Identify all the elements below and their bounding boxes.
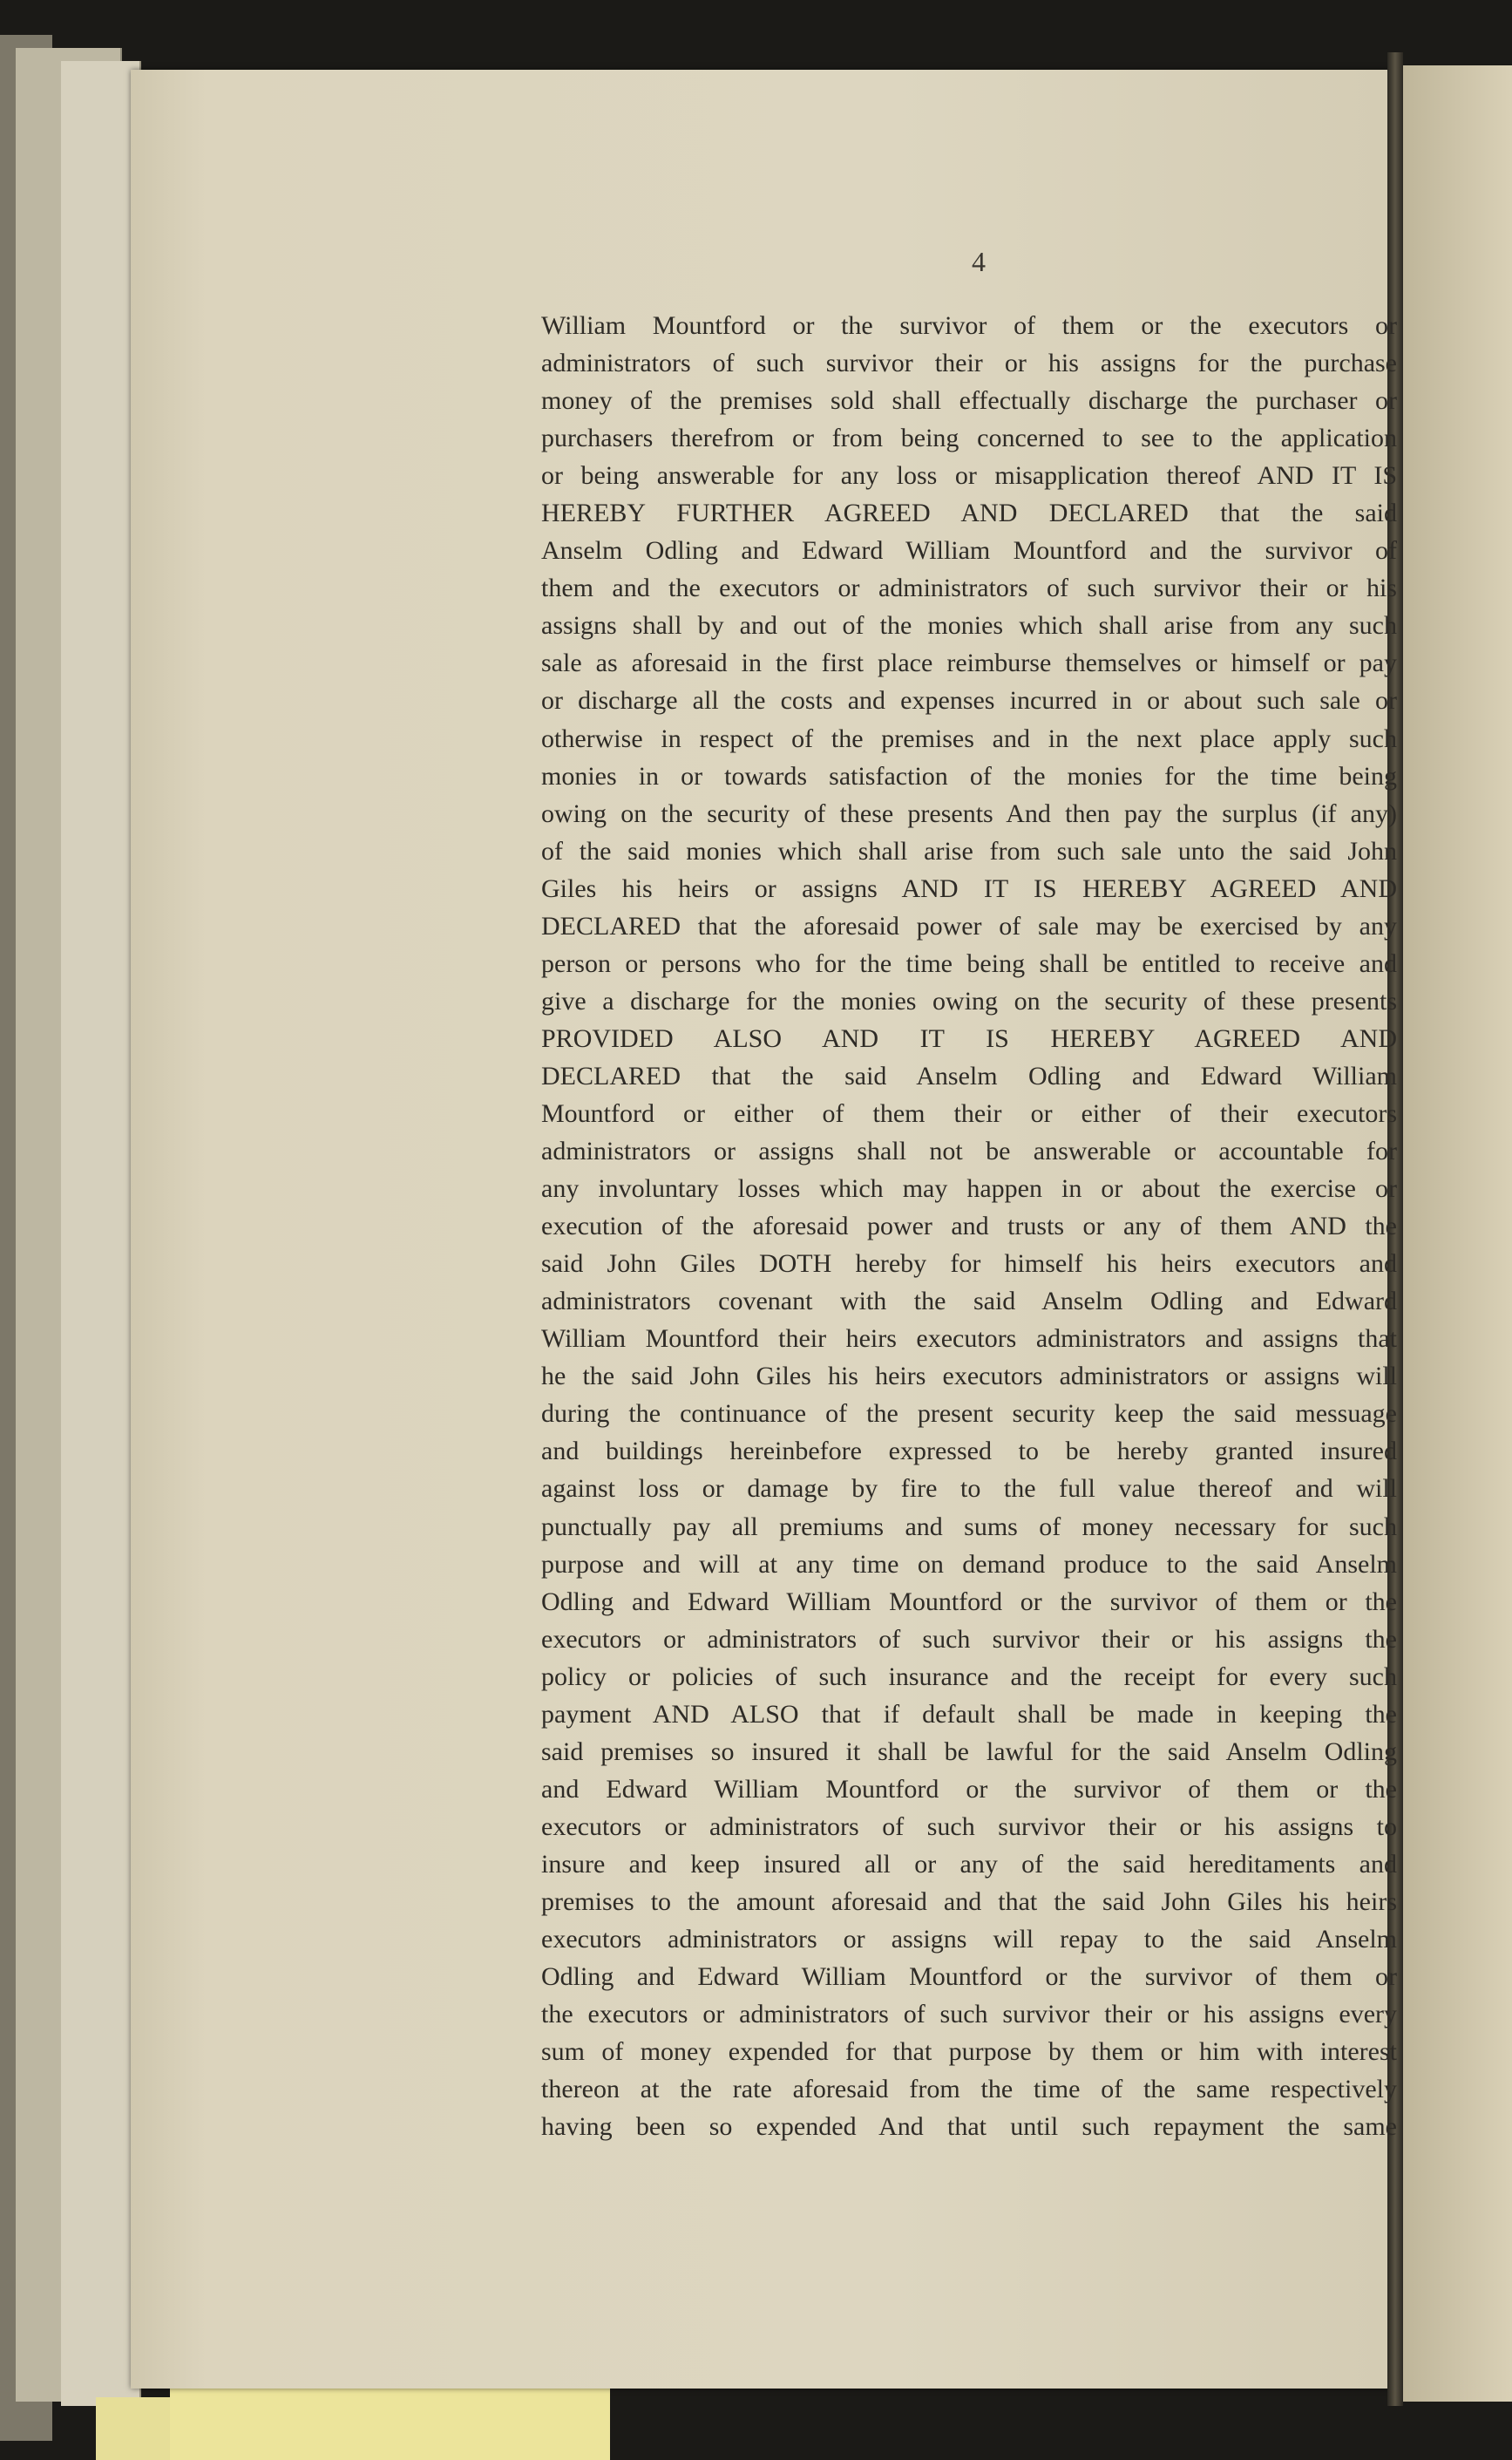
text-line: sale as aforesaid in the first place reimburse themselves or himself or pay <box>541 649 1397 678</box>
text-line: and buildings hereinbefore expressed to be hereby granted insured <box>541 1437 1397 1466</box>
text-line: policy or policies of such insurance and the receipt for every such <box>541 1662 1397 1691</box>
text-line: the executors or administrators of such survivor their or his assigns every <box>541 2000 1397 2029</box>
text-line: Giles his heirs or assigns AND IT IS HEREBY AGREED AND <box>541 873 1397 903</box>
text-line: executors or administrators of such survivor their or his assigns to <box>541 1811 1397 1841</box>
text-line: purchasers therefrom or from being concerned to see to the application <box>541 424 1397 453</box>
text-line: Odling and Edward William Mountford or the survivor of them or <box>541 1962 1397 1992</box>
text-line: Mountford or either of them their or either of their executors <box>541 1098 1397 1128</box>
text-line: insure and keep insured all or any of the said hereditaments and <box>541 1849 1397 1879</box>
text-line: money of the premises sold shall effectually discharge the purchaser or <box>541 386 1397 416</box>
text-line: punctually pay all premiums and sums of money necessary for such <box>541 1512 1397 1541</box>
text-line: during the continuance of the present security keep the said messuage <box>541 1399 1397 1429</box>
text-line: of the said monies which shall arise from such sale unto the said John <box>541 836 1397 866</box>
text-line: executors administrators or assigns will repay to the said Anselm <box>541 1925 1397 1954</box>
text-line: give a discharge for the monies owing on the security of these presents <box>541 986 1397 1016</box>
text-line: administrators or assigns shall not be answerable or accountable for <box>541 1137 1397 1166</box>
text-line: premises to the amount aforesaid and that the said John Giles his heirs <box>541 1886 1397 1916</box>
page-number: 4 <box>972 246 986 277</box>
text-line: administrators of such survivor their or his assigns for the purchase <box>541 349 1397 378</box>
text-line: he the said John Giles his heirs executors administrators or assigns will <box>541 1362 1397 1391</box>
sticky-note-edge <box>96 2397 174 2460</box>
text-line: said John Giles DOTH hereby for himself his heirs executors and <box>541 1249 1397 1279</box>
text-line: against loss or damage by fire to the full value thereof and will <box>541 1474 1397 1504</box>
facing-page <box>1403 65 1512 2402</box>
text-line: owing on the security of these presents And then pay the surplus (if any) <box>541 798 1397 828</box>
body-text <box>541 307 1397 2145</box>
text-line: them and the executors or administrators of such survivor their or his <box>541 574 1397 603</box>
text-line: or discharge all the costs and expenses incurred in or about such sale or <box>541 686 1397 716</box>
text-line: and Edward William Mountford or the survivor of them or the <box>541 1774 1397 1804</box>
text-line: executors or administrators of such survivor their or his assigns the <box>541 1624 1397 1654</box>
text-line: execution of the aforesaid power and trusts or any of them AND the <box>541 1212 1397 1241</box>
text-line: purpose and will at any time on demand produce to the said Anselm <box>541 1549 1397 1579</box>
text-line: sum of money expended for that purpose by them or him with interest <box>541 2037 1397 2067</box>
text-line: DECLARED that the aforesaid power of sale may be exercised by any <box>541 911 1397 941</box>
text-line: PROVIDED ALSO AND IT IS HEREBY AGREED AND <box>541 1023 1397 1053</box>
text-line: monies in or towards satisfaction of the monies for the time being <box>541 761 1397 791</box>
text-line: assigns shall by and out of the monies which shall arise from any such <box>541 611 1397 641</box>
text-line: William Mountford or the survivor of them or the executors or <box>541 311 1397 340</box>
stacked-page-edge <box>61 61 141 2406</box>
text-line: administrators covenant with the said Anselm Odling and Edward <box>541 1287 1397 1316</box>
text-line: or being answerable for any loss or misapplication thereof AND IT IS <box>541 461 1397 491</box>
text-line: Anselm Odling and Edward William Mountford and the survivor of <box>541 536 1397 566</box>
text-line: Odling and Edward William Mountford or the survivor of them or the <box>541 1587 1397 1616</box>
text-line: payment AND ALSO that if default shall be made in keeping the <box>541 1699 1397 1729</box>
text-line: HEREBY FURTHER AGREED AND DECLARED that the said <box>541 499 1397 528</box>
text-line: having been so expended And that until such repayment the same <box>541 2112 1397 2142</box>
text-line: person or persons who for the time being shall be entitled to receive and <box>541 948 1397 978</box>
text-line: thereon at the rate aforesaid from the time of the same respectively <box>541 2075 1397 2104</box>
text-line: DECLARED that the said Anselm Odling and Edward William <box>541 1061 1397 1091</box>
text-line: said premises so insured it shall be lawful for the said Anselm Odling <box>541 1736 1397 1766</box>
text-line: any involuntary losses which may happen in or about the exercise or <box>541 1174 1397 1204</box>
text-line: otherwise in respect of the premises and in the next place apply such <box>541 724 1397 753</box>
text-line: William Mountford their heirs executors administrators and assigns that <box>541 1324 1397 1354</box>
